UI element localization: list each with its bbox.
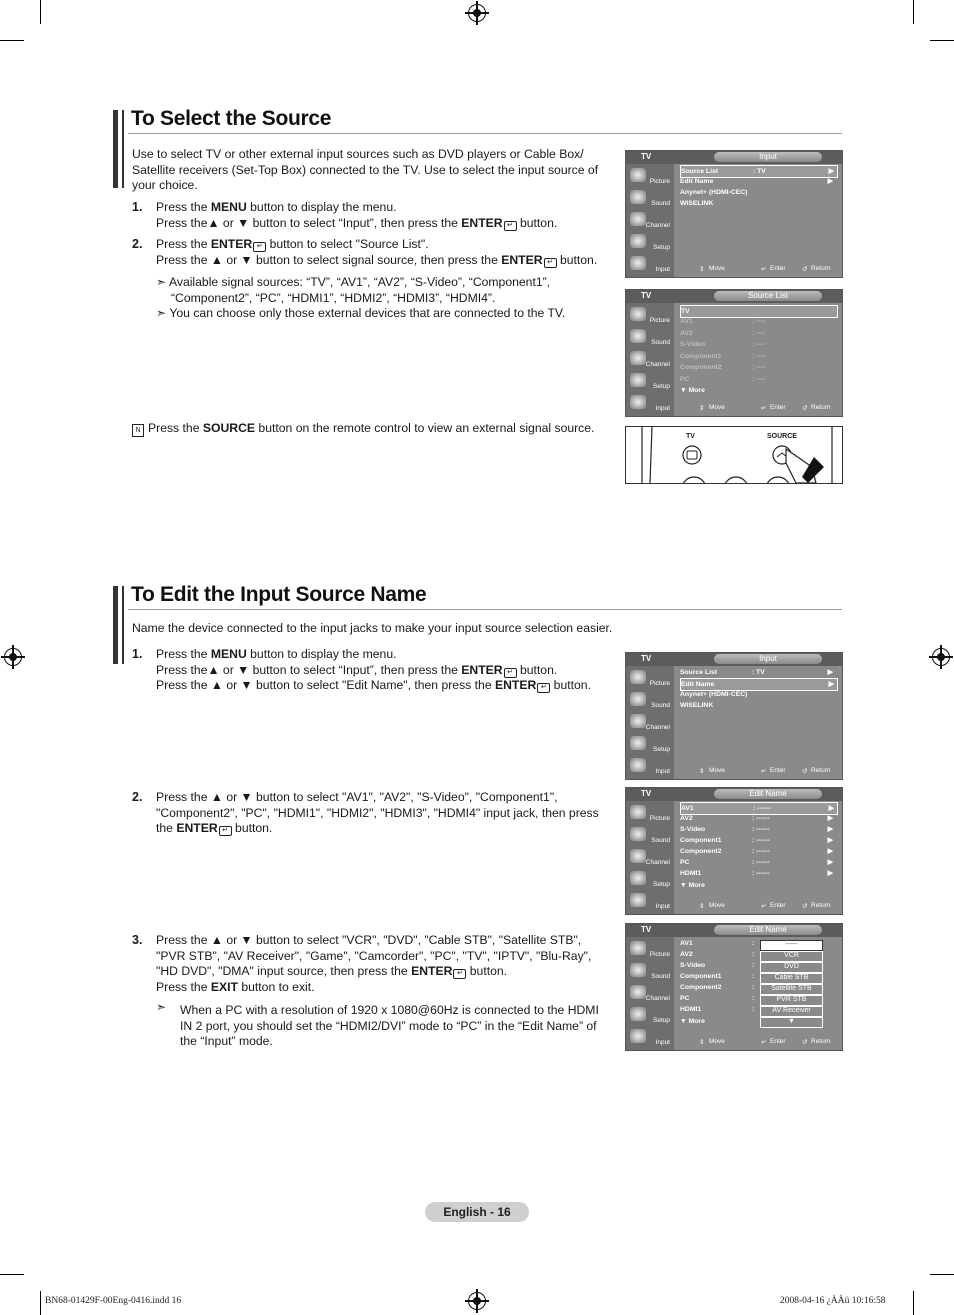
osd-tv-label: TV	[641, 291, 652, 300]
sound-icon	[630, 827, 646, 841]
input-icon	[630, 1029, 646, 1043]
osd-side-input: Input	[628, 756, 672, 776]
sound-icon	[630, 963, 646, 977]
osd-edit-name-dropdown	[625, 923, 843, 1051]
title-rule	[128, 609, 842, 610]
crop-mark	[930, 1274, 954, 1275]
enter-icon: ↵	[219, 826, 232, 836]
osd-row: Anynet+ (HDMI-CEC)	[680, 189, 748, 196]
channel-icon	[630, 849, 646, 863]
step-text: Press the ▲ or ▼ button to select "VCR", "DVD", "Cable STB", "Satellite STB", "PVR STB", "AV Receiver", "Game", "Camcorder", "PC", "TV", "IPTV", "Blu-Ray", "HD DVD", "DMA" input source, then press the ENTER ↵ button. Press the EXIT button to exit.	[156, 933, 592, 994]
osd-sidebar	[626, 303, 674, 416]
osd-title: Source List	[714, 291, 822, 301]
note-arrow-icon: ➣	[156, 275, 169, 289]
step-number: 2.	[132, 790, 143, 804]
input-icon	[630, 893, 646, 907]
enter-icon: ↵	[761, 768, 767, 775]
osd-side-setup: Setup	[628, 232, 672, 252]
osd-sidebar	[626, 937, 674, 1050]
name-option: VCR	[760, 951, 823, 962]
osd-side-setup: Setup	[628, 1005, 672, 1025]
osd-input-menu	[625, 652, 843, 780]
name-option: -----	[760, 940, 823, 951]
sound-icon	[630, 692, 646, 706]
input-icon	[630, 758, 646, 772]
osd-side-input: Input	[628, 393, 672, 413]
picture-icon	[630, 941, 646, 955]
return-icon: ↺	[802, 1039, 808, 1046]
osd-input-menu	[625, 150, 843, 278]
enter-icon: ↵	[544, 258, 557, 268]
osd-row: Component1 : ----	[680, 352, 766, 360]
step-number: 2.	[132, 237, 143, 251]
osd-tv-label: TV	[641, 789, 652, 798]
osd-title: Edit Name	[714, 789, 822, 799]
osd-side-input: Input	[628, 254, 672, 274]
remote-drawing	[626, 427, 842, 483]
osd-side-sound: Sound	[628, 327, 672, 347]
setup-icon	[630, 736, 646, 750]
osd-row: AV1 : ------ ▶	[680, 802, 838, 815]
step-number: 1.	[132, 200, 143, 214]
name-option: PVR STB	[760, 995, 823, 1006]
registration-mark-icon	[932, 648, 950, 666]
enter-icon: ↵	[253, 242, 266, 252]
section-accent-bar	[122, 586, 124, 664]
osd-side-sound: Sound	[628, 690, 672, 710]
osd-side-sound: Sound	[628, 188, 672, 208]
osd-row: Component2 :	[680, 984, 755, 991]
osd-row: Edit Name ▶	[680, 678, 838, 691]
name-option: DVD	[760, 962, 823, 973]
osd-row: HDMI1 :	[680, 1006, 755, 1013]
print-slug-right: 2008-04-16 ¿ÀÀü 10:16:58	[780, 1296, 886, 1306]
osd-row: TV	[680, 305, 838, 318]
name-option: ▼	[760, 1017, 823, 1028]
enter-icon: ↵	[761, 266, 767, 273]
channel-icon	[630, 985, 646, 999]
setup-icon	[630, 1007, 646, 1021]
enter-icon: ↵	[504, 221, 517, 231]
tip: N Press the SOURCE button on the remote control to view an external signal source.	[132, 421, 612, 437]
osd-side-channel: Channel	[628, 210, 672, 230]
sound-icon	[630, 329, 646, 343]
osd-tv-label: TV	[641, 925, 652, 934]
enter-icon: ↵	[761, 903, 767, 910]
channel-icon	[630, 714, 646, 728]
title-rule	[128, 133, 842, 134]
move-icon: ⇕	[699, 266, 705, 273]
osd-row: AV2 : ------ ▶	[680, 815, 833, 822]
return-icon: ↺	[802, 266, 808, 273]
osd-side-picture: Picture	[628, 668, 672, 688]
step-text: Press the MENU button to display the menu. Press the▲ or ▼ button to select “Input”, then press the ENTER ↵ button.	[156, 200, 558, 230]
channel-icon	[630, 351, 646, 365]
osd-row: S-Video : ----	[680, 341, 766, 348]
enter-icon: ↵	[504, 668, 517, 678]
osd-footer: ⇕ Move ↵ Enter ↺ Return	[699, 404, 831, 412]
osd-row: Source List : TV ▶	[680, 165, 838, 178]
osd-row: AV2 :	[680, 951, 755, 958]
osd-side-picture: Picture	[628, 166, 672, 186]
name-option: Cable STB	[760, 973, 823, 984]
setup-icon	[630, 373, 646, 387]
page-number-badge: English - 16	[425, 1202, 529, 1222]
note-icon: N	[132, 424, 144, 437]
enter-icon: ↵	[761, 405, 767, 412]
osd-side-setup: Setup	[628, 371, 672, 391]
osd-side-setup: Setup	[628, 869, 672, 889]
input-icon	[630, 256, 646, 270]
step-text: Press the MENU button to display the menu. Press the▲ or ▼ button to select “Input”, then press the ENTER ↵ button. Press the ▲ or ▼ button to select "Edit Name", then press the ENTER ↵ button.	[156, 647, 591, 692]
osd-row: AV1 :	[680, 940, 755, 947]
osd-side-channel: Channel	[628, 847, 672, 867]
crop-mark	[40, 0, 41, 24]
osd-row: WISELINK	[680, 702, 714, 709]
intro-paragraph: Use to select TV or other external input sources such as DVD players or Cable Box/ Satellite receivers (Set-Top Box) connected to the TV. Use to select the input source of your choice.	[132, 147, 599, 192]
osd-row: WISELINK	[680, 200, 714, 207]
osd-side-picture: Picture	[628, 305, 672, 325]
osd-tv-label: TV	[641, 152, 652, 161]
osd-side-input: Input	[628, 1027, 672, 1047]
crop-mark	[0, 40, 24, 41]
osd-side-sound: Sound	[628, 825, 672, 845]
osd-side-channel: Channel	[628, 712, 672, 732]
osd-side-channel: Channel	[628, 349, 672, 369]
osd-footer: ⇕ Move ↵ Enter ↺ Return	[699, 902, 831, 910]
osd-title: Input	[714, 654, 822, 664]
osd-sidebar	[626, 801, 674, 914]
step-number: 3.	[132, 933, 143, 947]
crop-mark	[913, 0, 914, 24]
move-icon: ⇕	[699, 1039, 705, 1046]
osd-side-input: Input	[628, 891, 672, 911]
note-arrow-icon: ➣	[156, 1000, 167, 1014]
osd-side-picture: Picture	[628, 939, 672, 959]
setup-icon	[630, 871, 646, 885]
note-arrow-icon: ➣	[156, 306, 170, 320]
crop-mark	[0, 1274, 24, 1275]
osd-row: HDMI1 : ------ ▶	[680, 870, 833, 877]
name-option: AV Receiver	[760, 1006, 823, 1017]
remote-tv-label: TV	[686, 433, 695, 440]
osd-row: S-Video : ------ ▶	[680, 826, 833, 833]
osd-row: PC :	[680, 995, 755, 1002]
osd-row: ▼ More	[680, 882, 705, 889]
sound-icon	[630, 190, 646, 204]
section-title: To Edit the Input Source Name	[131, 583, 427, 606]
step-number: 1.	[132, 647, 143, 661]
crop-mark	[930, 40, 954, 41]
osd-row: Source List : TV ▶	[680, 669, 833, 676]
osd-tv-label: TV	[641, 654, 652, 663]
osd-sidebar	[626, 666, 674, 779]
enter-icon: ↵	[453, 969, 466, 979]
osd-edit-name	[625, 787, 843, 915]
remote-control-illustration	[625, 426, 843, 484]
move-icon: ⇕	[699, 903, 705, 910]
picture-icon	[630, 168, 646, 182]
osd-row: AV1 : ----	[680, 318, 766, 325]
note: ➣ Available signal sources: “TV”, “AV1”, “AV2”, “S-Video”, “Component1”, “Component2”, “PC”, “HDMI1”, “HDMI2”, “HDMI3”, “HDMI4”. ➣ You can choose only those external devices that are connected to the TV.	[156, 275, 566, 320]
osd-footer: ⇕ Move ↵ Enter ↺ Return	[699, 1038, 831, 1046]
osd-side-picture: Picture	[628, 803, 672, 823]
picture-icon	[630, 805, 646, 819]
osd-row: AV2 : ----	[680, 329, 766, 337]
step-text: Press the ENTER ↵ button to select "Source List". Press the ▲ or ▼ button to select signal source, then press the ENTER ↵ button.	[156, 237, 598, 267]
osd-footer: ⇕ Move ↵ Enter ↺ Return	[699, 767, 831, 775]
setup-icon	[630, 234, 646, 248]
return-icon: ↺	[802, 768, 808, 775]
registration-mark-icon	[468, 1292, 486, 1310]
remote-source-label: SOURCE	[767, 433, 797, 440]
section-accent-bar	[113, 586, 118, 664]
picture-icon	[630, 307, 646, 321]
osd-row: Edit Name ▶	[680, 178, 833, 185]
osd-title: Edit Name	[714, 925, 822, 935]
section-accent-bar	[122, 110, 124, 188]
intro-paragraph: Name the device connected to the input jacks to make your input source selection easier.	[132, 621, 613, 635]
osd-row: Component2 : ------ ▶	[680, 848, 833, 855]
osd-title: Input	[714, 152, 822, 162]
osd-row: Component2 : ----	[680, 364, 766, 371]
osd-row: Component1 :	[680, 973, 755, 980]
channel-icon	[630, 212, 646, 226]
step-text: Press the ▲ or ▼ button to select "AV1", "AV2", "S-Video", "Component1", "Component2", "PC", "HDMI1", "HDMI2", "HDMI3", "HDMI4" input jack, then press the ENTER ↵ button.	[156, 790, 599, 835]
section-title: To Select the Source	[131, 107, 332, 130]
osd-row: ▼ More	[680, 1018, 705, 1025]
osd-row: Component1 : ------ ▶	[680, 837, 833, 844]
registration-mark-icon	[468, 4, 486, 22]
osd-row: Anynet+ (HDMI-CEC)	[680, 691, 748, 698]
note: When a PC with a resolution of 1920 x 1080@60Hz is connected to the HDMI IN 2 port, you should set the “HDMI2/DVI” mode to “PC” in the “Edit Name” of the “Input” mode.	[180, 1003, 599, 1048]
name-option: Satellite STB	[760, 984, 823, 995]
osd-row: PC : ------ ▶	[680, 859, 833, 866]
enter-icon: ↵	[537, 683, 550, 693]
print-slug-left: BN68-01429F-00Eng-0416.indd 16	[45, 1296, 182, 1306]
osd-footer: ⇕ Move ↵ Enter ↺ Return	[699, 265, 831, 273]
return-icon: ↺	[802, 903, 808, 910]
registration-mark-icon	[4, 648, 22, 666]
osd-row: PC : ----	[680, 375, 766, 383]
osd-source-list	[625, 289, 843, 417]
osd-side-setup: Setup	[628, 734, 672, 754]
crop-mark	[40, 1291, 41, 1315]
move-icon: ⇕	[699, 405, 705, 412]
section-accent-bar	[113, 110, 118, 188]
osd-side-channel: Channel	[628, 983, 672, 1003]
picture-icon	[630, 670, 646, 684]
osd-row: ▼ More	[680, 387, 705, 394]
input-icon	[630, 395, 646, 409]
osd-side-sound: Sound	[628, 961, 672, 981]
osd-row: S-Video :	[680, 962, 755, 969]
enter-icon: ↵	[761, 1039, 767, 1046]
crop-mark	[913, 1291, 914, 1315]
return-icon: ↺	[802, 405, 808, 412]
name-option-list	[760, 940, 823, 1028]
move-icon: ⇕	[699, 768, 705, 775]
osd-sidebar	[626, 164, 674, 277]
